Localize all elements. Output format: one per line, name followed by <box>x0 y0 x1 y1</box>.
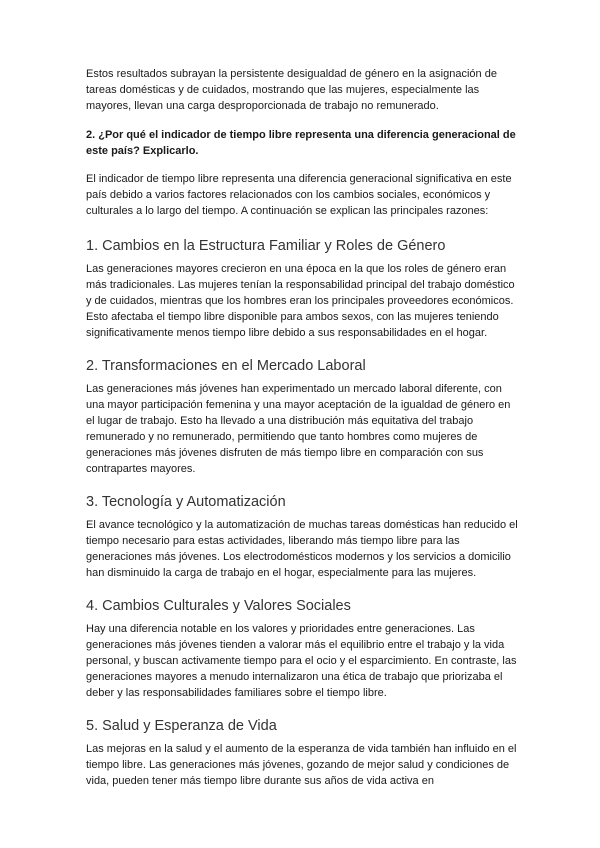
section-3 <box>86 493 518 581</box>
section-body: Hay una diferencia notable en los valores y prioridades entre generaciones. Las generaciones más jóvenes tienden a valorar más el equilibrio entre el trabajo y la vida personal, y buscan activamente tiempo para el ocio y el esparcimiento. En contraste, las generaciones mayores a menudo internalizaron una ética de trabajo que priorizaba el deber y las responsabilidades familiares sobre el tiempo libre. <box>86 623 517 699</box>
lead-paragraph: El indicador de tiempo libre representa una diferencia generacional significativa en este país debido a varios factores relacionados con los cambios sociales, económicos y culturales a lo largo del tiempo. A continuación se explican las principales razones: <box>86 173 512 217</box>
section-heading: 3. Tecnología y Automatización <box>86 494 286 510</box>
section-heading: 4. Cambios Culturales y Valores Sociales <box>86 598 351 614</box>
section-body: Las mejoras en la salud y el aumento de la esperanza de vida también han influido en el tiempo libre. Las generaciones más jóvenes, gozando de mejor salud y condiciones de vida, pueden tener más tiempo libre durante sus años de vida activa en <box>86 743 517 787</box>
question-heading: 2. ¿Por qué el indicador de tiempo libre representa una diferencia generacional de este país? Explicarlo. <box>86 129 516 157</box>
section-body: Las generaciones más jóvenes han experimentado un mercado laboral diferente, con una mayor participación femenina y una mayor aceptación de la igualdad de género en el lugar de trabajo. Esto ha llevado a una distribución más equitativa del trabajo remunerado y no remunerado, permitiendo que tanto hombres como mujeres de generaciones más jóvenes disfruten de más tiempo libre en comparación con sus contrapartes mayores. <box>86 383 511 475</box>
section-2 <box>86 357 518 477</box>
section-heading: 2. Transformaciones en el Mercado Laboral <box>86 358 366 374</box>
intro-paragraph: Estos resultados subrayan la persistente desigualdad de género en la asignación de tareas domésticas y de cuidados, mostrando que las mujeres, especialmente las mayores, llevan una carga desproporcionada de trabajo no remunerado. <box>86 68 497 112</box>
section-heading: 1. Cambios en la Estructura Familiar y Roles de Género <box>86 238 446 254</box>
section-5 <box>86 717 518 789</box>
document-page <box>86 66 518 805</box>
section-body: Las generaciones mayores crecieron en una época en la que los roles de género eran más tradicionales. Las mujeres tenían la responsabilidad principal del trabajo doméstico y de cuidados, mientras que los hombres eran los principales proveedores económicos. Esto afectaba el tiempo libre disponible para ambos sexos, con las mujeres teniendo significativamente menos tiempo libre debido a sus responsabilidades en el hogar. <box>86 263 515 339</box>
section-heading: 5. Salud y Esperanza de Vida <box>86 718 277 734</box>
section-body: El avance tecnológico y la automatización de muchas tareas domésticas han reducido el tiempo necesario para estas actividades, liberando más tiempo libre para las generaciones más jóvenes. Los electrodomésticos modernos y los servicios a domicilio han disminuido la carga de trabajo en el hogar, especialmente para las mujeres. <box>86 519 518 579</box>
section-1 <box>86 237 518 341</box>
section-4 <box>86 597 518 701</box>
